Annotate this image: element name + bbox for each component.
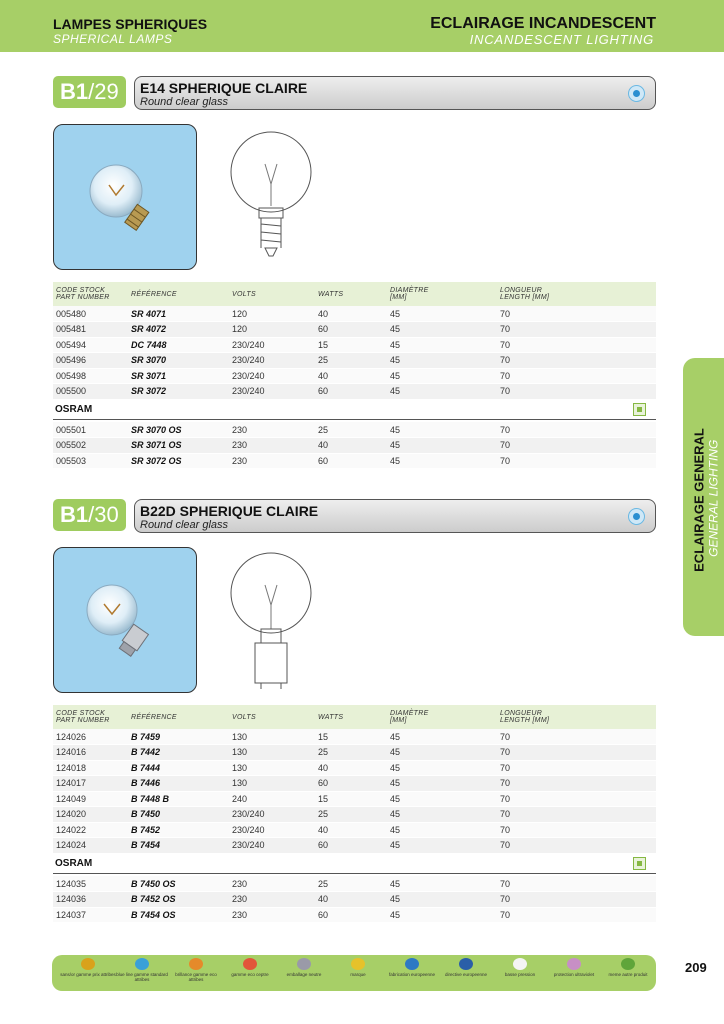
brand-label: OSRAM: [55, 858, 93, 869]
cell-code: 124026: [53, 729, 131, 745]
target-icon: [628, 508, 645, 525]
column-volts: VOLTS: [232, 282, 318, 306]
legend-item: [384, 955, 440, 991]
column-length-en: LENGTH [MM]: [500, 294, 550, 301]
column-length-en: LENGTH [MM]: [500, 717, 550, 724]
section-title: B22D SPHERIQUE CLAIRE: [140, 503, 319, 519]
cell-diameter: 45: [390, 337, 500, 353]
cell-diameter: 45: [390, 384, 500, 400]
osram-icon: [633, 403, 646, 416]
column-length: LONGUEUR: [500, 710, 543, 717]
cell-volts: 240: [232, 791, 318, 807]
cell-reference: DC 7448: [131, 337, 232, 353]
table-header-row: [53, 705, 656, 729]
low-pressure-icon: [513, 958, 527, 970]
table-row: [53, 453, 656, 469]
legend-label: gamme eco ceptre: [231, 972, 269, 977]
cell-length: 70: [500, 368, 656, 384]
cell-length: 70: [500, 760, 656, 776]
cell-watts: 60: [318, 453, 390, 469]
cell-length: 70: [500, 422, 656, 438]
cell-reference: B 7444: [131, 760, 232, 776]
table-row: [53, 729, 656, 745]
cell-diameter: 45: [390, 876, 500, 892]
column-diameter: DIAMÈTRE: [390, 710, 429, 717]
column-reference: RÉFÉRENCE: [131, 282, 232, 306]
legend-item: [114, 955, 170, 991]
cell-reference: SR 3070 OS: [131, 422, 232, 438]
eu-directive-icon: [459, 958, 473, 970]
cell-code: 124017: [53, 776, 131, 792]
header-right-title: ECLAIRAGE INCANDESCENT: [430, 15, 656, 32]
column-watts: WATTS: [318, 705, 390, 729]
cell-diameter: 45: [390, 838, 500, 854]
table-row: [53, 822, 656, 838]
cell-volts: 230/240: [232, 368, 318, 384]
cell-length: 70: [500, 384, 656, 400]
cell-volts: 120: [232, 322, 318, 338]
cell-watts: 60: [318, 907, 390, 923]
cell-length: 70: [500, 791, 656, 807]
legend-item: [330, 955, 386, 991]
cell-reference: SR 3072 OS: [131, 453, 232, 469]
cell-code: 124016: [53, 745, 131, 761]
cell-diameter: 45: [390, 306, 500, 322]
cell-code: 005503: [53, 453, 131, 469]
cell-watts: 60: [318, 776, 390, 792]
cell-length: 70: [500, 822, 656, 838]
cell-watts: 25: [318, 876, 390, 892]
cell-length: 70: [500, 306, 656, 322]
section-header: [53, 499, 656, 533]
cell-length: 70: [500, 453, 656, 469]
brilliance-icon: [189, 958, 203, 970]
cell-length: 70: [500, 438, 656, 454]
cell-volts: 230: [232, 892, 318, 908]
cell-diameter: 45: [390, 807, 500, 823]
legend-label: emballage neutre: [286, 972, 322, 977]
cell-code: 005480: [53, 306, 131, 322]
table-row: [53, 337, 656, 353]
cell-volts: 230: [232, 438, 318, 454]
cell-length: 70: [500, 838, 656, 854]
cell-watts: 15: [318, 337, 390, 353]
column-diameter: DIAMÈTRE: [390, 287, 429, 294]
cell-volts: 230/240: [232, 384, 318, 400]
cell-watts: 25: [318, 353, 390, 369]
cell-code: 124036: [53, 892, 131, 908]
cell-watts: 60: [318, 838, 390, 854]
cell-watts: 40: [318, 438, 390, 454]
legend-item: [222, 955, 278, 991]
section-header: [53, 76, 656, 110]
table-row: [53, 791, 656, 807]
osram-icon: [633, 857, 646, 870]
cell-volts: 230/240: [232, 822, 318, 838]
cell-diameter: 45: [390, 422, 500, 438]
product-table: [53, 705, 656, 854]
cell-reference: B 7448 B: [131, 791, 232, 807]
section-subtitle: Round clear glass: [140, 519, 229, 531]
side-tab-subtitle: GENERAL LIGHTING: [706, 439, 721, 557]
brand-row: [53, 854, 656, 874]
packaging-icon: [297, 958, 311, 970]
header-left-subtitle: SPHERICAL LAMPS: [53, 32, 173, 46]
column-length: LONGUEUR: [500, 287, 543, 294]
table-row: [53, 776, 656, 792]
cell-watts: 40: [318, 306, 390, 322]
brand-table: [53, 876, 656, 923]
column-code: CODE STOCK: [56, 287, 106, 294]
table-row: [53, 807, 656, 823]
cell-volts: 230: [232, 453, 318, 469]
cell-reference: B 7454: [131, 838, 232, 854]
european-make-icon: [405, 958, 419, 970]
section-subtitle: Round clear glass: [140, 96, 229, 108]
cell-diameter: 45: [390, 745, 500, 761]
cell-length: 70: [500, 776, 656, 792]
column-volts: VOLTS: [232, 705, 318, 729]
cell-diameter: 45: [390, 776, 500, 792]
table-row: [53, 838, 656, 854]
column-code: CODE STOCK: [56, 710, 106, 717]
cell-diameter: 45: [390, 368, 500, 384]
cell-watts: 60: [318, 384, 390, 400]
cell-volts: 130: [232, 760, 318, 776]
cell-watts: 40: [318, 822, 390, 838]
cell-length: 70: [500, 745, 656, 761]
brand-icon: [351, 958, 365, 970]
lamp-drawing: [225, 547, 325, 697]
page-number: 209: [685, 960, 707, 975]
cell-watts: 25: [318, 807, 390, 823]
gold-badge-icon: [81, 958, 95, 970]
header-left-title: LAMPES SPHERIQUES: [53, 16, 208, 32]
cell-reference: B 7452 OS: [131, 892, 232, 908]
cell-reference: B 7452: [131, 822, 232, 838]
cell-watts: 15: [318, 791, 390, 807]
table-header-row: [53, 282, 656, 306]
cell-reference: B 7450 OS: [131, 876, 232, 892]
cell-reference: B 7442: [131, 745, 232, 761]
section-title: E14 SPHERIQUE CLAIRE: [140, 80, 308, 96]
cell-diameter: 45: [390, 353, 500, 369]
brand-table: [53, 422, 656, 469]
column-diameter-unit: [MM]: [390, 717, 407, 724]
cell-code: 124024: [53, 838, 131, 854]
legend-footer: [52, 955, 656, 991]
section-code: B1/30: [53, 499, 126, 531]
cell-code: 124037: [53, 907, 131, 923]
table-row: [53, 876, 656, 892]
cell-length: 70: [500, 892, 656, 908]
legend-label: marque: [350, 972, 366, 977]
legend-item: [492, 955, 548, 991]
cell-volts: 230/240: [232, 838, 318, 854]
cell-code: 005502: [53, 438, 131, 454]
cell-code: 005498: [53, 368, 131, 384]
cell-volts: 230/240: [232, 337, 318, 353]
section-code: B1/29: [53, 76, 126, 108]
product-table: [53, 282, 656, 400]
page-header: [0, 0, 724, 52]
cell-volts: 120: [232, 306, 318, 322]
table-row: [53, 745, 656, 761]
cell-code: 124022: [53, 822, 131, 838]
legend-label: brillance gamme eco attribes: [175, 972, 217, 982]
legend-label: sans/or gamme prix attribes: [60, 972, 116, 977]
column-code-en: PART NUMBER: [56, 294, 110, 301]
cell-diameter: 45: [390, 322, 500, 338]
cell-watts: 40: [318, 760, 390, 776]
cell-length: 70: [500, 907, 656, 923]
legend-label: directive europeenne: [444, 972, 488, 977]
cell-volts: 130: [232, 776, 318, 792]
table-row: [53, 322, 656, 338]
cell-diameter: 45: [390, 729, 500, 745]
legend-item: [438, 955, 494, 991]
cell-reference: SR 3071 OS: [131, 438, 232, 454]
cell-reference: SR 3072: [131, 384, 232, 400]
cell-length: 70: [500, 876, 656, 892]
cell-length: 70: [500, 353, 656, 369]
side-tab: [683, 358, 724, 636]
column-code-en: PART NUMBER: [56, 717, 110, 724]
cell-code: 124049: [53, 791, 131, 807]
legend-label: basse pression: [504, 972, 536, 977]
brand-label: OSRAM: [55, 404, 93, 415]
table-row: [53, 892, 656, 908]
lamp-photo: [53, 547, 197, 693]
cell-reference: SR 3071: [131, 368, 232, 384]
cell-length: 70: [500, 337, 656, 353]
lamp-photo: [53, 124, 197, 270]
cell-volts: 130: [232, 729, 318, 745]
cell-watts: 25: [318, 422, 390, 438]
brand-row: [53, 400, 656, 420]
legend-label: fabrication europeenne: [388, 972, 436, 977]
legend-label: protection ultraviolet: [553, 972, 595, 977]
cell-volts: 130: [232, 745, 318, 761]
column-watts: WATTS: [318, 282, 390, 306]
cell-diameter: 45: [390, 791, 500, 807]
table-row: [53, 438, 656, 454]
cell-volts: 230/240: [232, 807, 318, 823]
cell-reference: B 7446: [131, 776, 232, 792]
cell-watts: 60: [318, 322, 390, 338]
cell-code: 005496: [53, 353, 131, 369]
cell-diameter: 45: [390, 438, 500, 454]
cell-code: 124020: [53, 807, 131, 823]
legend-item: [546, 955, 602, 991]
legend-item: [600, 955, 656, 991]
header-right-subtitle: INCANDESCENT LIGHTING: [469, 32, 654, 47]
cell-diameter: 45: [390, 822, 500, 838]
cell-diameter: 45: [390, 907, 500, 923]
cell-watts: 15: [318, 729, 390, 745]
cell-code: 005501: [53, 422, 131, 438]
side-tab-title: ECLAIRAGE GENERAL: [691, 428, 707, 572]
column-reference: RÉFÉRENCE: [131, 705, 232, 729]
blue-line-icon: [135, 958, 149, 970]
uv-protection-icon: [567, 958, 581, 970]
led-icon: [243, 958, 257, 970]
table-row: [53, 384, 656, 400]
cell-watts: 25: [318, 745, 390, 761]
cell-code: 005494: [53, 337, 131, 353]
cell-diameter: 45: [390, 892, 500, 908]
legend-label: meme autre produit: [608, 972, 648, 977]
section-title-box: [134, 499, 656, 533]
table-row: [53, 368, 656, 384]
cell-volts: 230: [232, 422, 318, 438]
cell-length: 70: [500, 322, 656, 338]
legend-item: [60, 955, 116, 991]
cell-diameter: 45: [390, 453, 500, 469]
cell-volts: 230/240: [232, 353, 318, 369]
cell-watts: 40: [318, 892, 390, 908]
table-row: [53, 306, 656, 322]
cell-code: 005481: [53, 322, 131, 338]
table-row: [53, 422, 656, 438]
lamp-drawing: [225, 126, 325, 266]
cell-length: 70: [500, 807, 656, 823]
cell-reference: B 7450: [131, 807, 232, 823]
cell-watts: 40: [318, 368, 390, 384]
cell-diameter: 45: [390, 760, 500, 776]
cell-reference: SR 3070: [131, 353, 232, 369]
other-product-icon: [621, 958, 635, 970]
cell-volts: 230: [232, 907, 318, 923]
cell-code: 124035: [53, 876, 131, 892]
section-title-box: [134, 76, 656, 110]
cell-reference: SR 4071: [131, 306, 232, 322]
column-diameter-unit: [MM]: [390, 294, 407, 301]
cell-code: 124018: [53, 760, 131, 776]
table-row: [53, 353, 656, 369]
cell-code: 005500: [53, 384, 131, 400]
legend-label: blue line gamme standard attribes: [116, 972, 168, 982]
cell-length: 70: [500, 729, 656, 745]
cell-reference: B 7454 OS: [131, 907, 232, 923]
table-row: [53, 907, 656, 923]
cell-volts: 230: [232, 876, 318, 892]
table-row: [53, 760, 656, 776]
cell-reference: B 7459: [131, 729, 232, 745]
target-icon: [628, 85, 645, 102]
legend-item: [276, 955, 332, 991]
legend-item: [168, 955, 224, 991]
cell-reference: SR 4072: [131, 322, 232, 338]
